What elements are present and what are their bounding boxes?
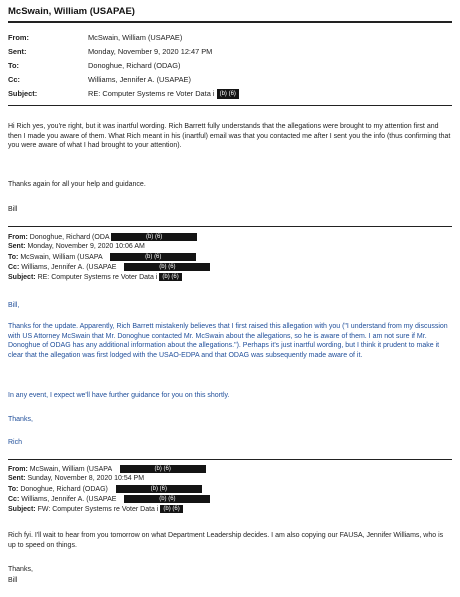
from-value: McSwain, William (USAPA <box>29 465 112 473</box>
from-label: From: <box>8 233 28 241</box>
email2-body-paragraph: Thanks for the update. Apparently, Rich Barrett mistakenly believes that I first raised this allegation with you ("I understand from my discussion with US Attorney McSwain that Mr. Donoghue contacted Mr. McSwain about the allegations, so he is aware of them. I am not sure if Mr. Donoghue of ODAG has any additional information about the allegations."). Perhaps it's just inartful wording, but I think it prudent to make it clear that the allegation was first lodged with the USAO-EDPA and that ODAG was subsequently made aware of it. <box>8 323 448 359</box>
redaction-box: (b) (6) <box>120 465 206 473</box>
email3-from-row <box>8 465 206 473</box>
email2-closing: Thanks, <box>8 416 33 423</box>
email2-to-row <box>8 253 196 261</box>
from-value: Donoghue, Richard (ODA <box>29 233 110 241</box>
email3-cc-row <box>8 495 210 503</box>
email3-subject-row <box>8 505 183 513</box>
to-label: To: <box>8 253 19 261</box>
sent-value: Monday, November 9, 2020 12:47 PM <box>88 47 213 56</box>
email3-sent-row <box>8 475 144 482</box>
cc-label: Cc: <box>8 495 20 503</box>
quote-divider <box>8 226 452 227</box>
cc-value: Williams, Jennifer A. (USAPAE <box>21 263 117 271</box>
redaction-box: (b) (6) <box>116 485 202 493</box>
email1-signature: Bill <box>8 206 18 213</box>
header-divider <box>8 105 452 106</box>
from-label: From: <box>8 33 29 42</box>
subject-label: Subject: <box>8 505 36 513</box>
email2-cc-row <box>8 263 210 271</box>
cc-label: Cc: <box>8 263 20 271</box>
email3-body-paragraph: Rich fyi. I'll wait to hear from you tomorrow on what Department Leadership decides. I am also copying our FAUSA, Jennifer Williams, who is up to speed on things. <box>8 532 444 549</box>
cc-value: Williams, Jennifer A. (USAPAE) <box>88 75 191 84</box>
redaction-box: (b) (6) <box>217 89 239 99</box>
email2-signature: Rich <box>8 439 23 446</box>
sent-value: Monday, November 9, 2020 10:06 AM <box>27 243 145 250</box>
subject-text: RE: Computer Systems re Voter Data i <box>88 89 215 98</box>
email3-to-row <box>8 485 202 493</box>
sent-value: Sunday, November 8, 2020 10:54 PM <box>27 475 145 482</box>
email1-body-paragraph: Hi Rich yes, you're right, but it was inartful wording. Rich Barrett fully understands that the allegations were brought to my attention first and then I made you aware of them. What Rich meant in his (inartful) email was that you contacted me after I sent you the info (thus confirming that you were aware of what I had brought to your attention). <box>8 123 451 149</box>
subject-value: FW: Computer Systems re Voter Data i <box>37 505 159 513</box>
cc-label: Cc: <box>8 75 20 84</box>
to-label: To: <box>8 61 19 70</box>
redaction-box: (b) (6) <box>159 273 181 281</box>
subject-label: Subject: <box>8 89 38 98</box>
from-label: From: <box>8 465 28 473</box>
email2-body-followup: In any event, I expect we'll have further guidance for you on this shortly. <box>8 392 230 399</box>
redaction-box: (b) (6) <box>124 495 210 503</box>
subject-label: Subject: <box>8 273 36 281</box>
redaction-box: (b) (6) <box>160 505 182 513</box>
title-divider <box>8 21 452 23</box>
email2-subject-row <box>8 273 182 281</box>
to-value: McSwain, William (USAPA <box>20 253 103 261</box>
redaction-box: (b) (6) <box>110 253 196 261</box>
sent-label: Sent: <box>8 475 26 482</box>
to-label: To: <box>8 485 19 493</box>
email2-sent-row <box>8 243 145 250</box>
sent-label: Sent: <box>8 243 26 250</box>
to-value: Donoghue, Richard (ODAG) <box>88 61 181 70</box>
subject-value: RE: Computer Systems re Voter Data i <box>37 273 158 281</box>
email3-closing: Thanks, <box>8 566 33 573</box>
subject-value <box>88 89 239 99</box>
email3-signature: Bill <box>8 577 18 584</box>
email2-from-row <box>8 233 197 241</box>
email1-body-thanks: Thanks again for all your help and guidance. <box>8 181 146 188</box>
sent-label: Sent: <box>8 47 27 56</box>
to-value: Donoghue, Richard (ODAG) <box>20 485 108 493</box>
redaction-box: (b) (6) <box>111 233 197 241</box>
redaction-box: (b) (6) <box>124 263 210 271</box>
from-value: McSwain, William (USAPAE) <box>88 33 183 42</box>
quote-divider <box>8 459 452 460</box>
email2-salutation: Bill, <box>8 302 20 309</box>
cc-value: Williams, Jennifer A. (USAPAE <box>21 495 117 503</box>
document-title: McSwain, William (USAPAE) <box>8 6 135 17</box>
